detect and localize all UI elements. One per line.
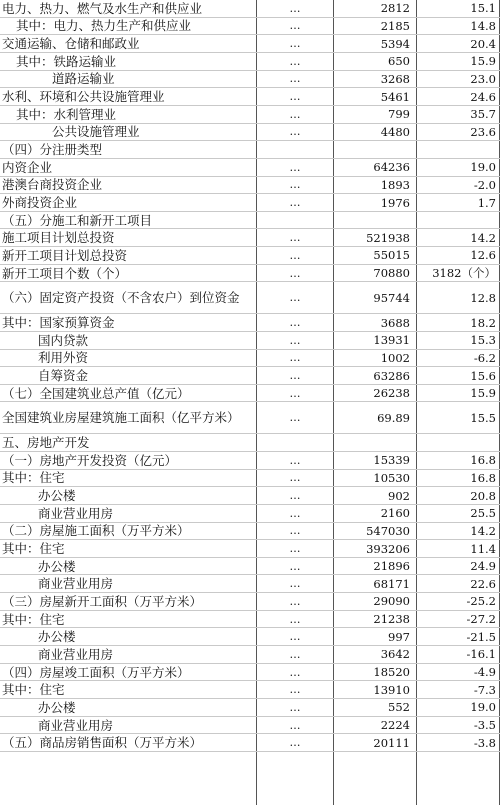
row-label-text: （五）商品房销售面积（万平方米） — [2, 735, 203, 751]
row-label — [2, 18, 254, 35]
row-label — [2, 664, 254, 681]
row-value: 2224 — [380, 718, 410, 733]
row-label — [2, 523, 254, 540]
row-label — [2, 212, 254, 229]
row-growth: 16.8 — [470, 453, 496, 468]
table-row — [0, 505, 500, 523]
row-unit: … — [289, 231, 301, 245]
row-unit: … — [289, 316, 301, 330]
table-row — [0, 35, 500, 53]
row-unit: … — [289, 736, 301, 750]
row-growth: 1.7 — [477, 195, 496, 210]
row-label — [2, 699, 254, 716]
table-row — [0, 403, 500, 435]
row-value — [334, 141, 416, 158]
row-label-text: 自筹资金 — [38, 368, 89, 383]
row-label — [2, 593, 254, 610]
row-label — [2, 558, 254, 575]
table-row — [0, 558, 500, 576]
row-label-text: 其中：水利管理业 — [16, 106, 117, 122]
table-row — [0, 540, 500, 558]
row-unit: … — [289, 196, 301, 209]
row-label-text: 内资企业 — [2, 159, 53, 175]
row-label — [2, 71, 254, 88]
table-row — [0, 282, 500, 314]
row-unit: … — [289, 577, 301, 591]
row-label — [2, 332, 254, 349]
row-label — [2, 247, 254, 264]
row-unit: … — [289, 333, 301, 347]
row-label — [2, 385, 254, 402]
row-unit — [257, 212, 333, 229]
row-label — [2, 0, 254, 17]
row-label — [2, 35, 254, 52]
row-label — [2, 470, 254, 487]
row-label — [2, 53, 254, 70]
row-label-text: 办公楼 — [38, 488, 76, 504]
row-value: 95744 — [373, 290, 410, 305]
row-unit: … — [289, 453, 301, 467]
row-label-text: 外商投资企业 — [2, 195, 78, 210]
row-growth — [417, 434, 499, 451]
table-row — [0, 593, 500, 611]
table-row — [0, 646, 500, 664]
row-value: 68171 — [373, 576, 410, 591]
row-value: 997 — [388, 629, 410, 644]
row-growth: 12.8 — [470, 290, 496, 305]
row-label-text: 商业营业用房 — [38, 576, 114, 592]
table-row — [0, 576, 500, 594]
row-label-text: （四）分注册类型 — [2, 142, 103, 158]
row-value: 29090 — [373, 594, 410, 609]
row-label — [2, 106, 254, 123]
row-growth: 16.8 — [470, 470, 496, 485]
row-growth: 3182（个） — [432, 266, 496, 281]
row-unit: … — [289, 506, 301, 520]
row-growth: 15.3 — [470, 333, 496, 348]
row-growth: -25.2 — [466, 594, 496, 609]
row-unit — [257, 141, 333, 158]
row-unit: … — [289, 647, 301, 661]
table-row — [0, 470, 500, 488]
row-unit: … — [289, 19, 301, 33]
row-unit: … — [289, 559, 301, 573]
table-row — [0, 664, 500, 682]
row-unit: … — [289, 411, 301, 425]
row-label — [2, 177, 254, 194]
row-unit: … — [289, 718, 301, 732]
row-label-text: 商业营业用房 — [38, 646, 114, 662]
row-label-text: 施工项目计划总投资 — [2, 230, 115, 246]
table-row — [0, 487, 500, 505]
row-unit: … — [289, 37, 301, 51]
row-value: 10530 — [373, 470, 410, 485]
table-row — [0, 18, 500, 36]
row-label-text: 其中：铁路运输业 — [16, 53, 117, 69]
row-value — [334, 434, 416, 451]
row-growth: 23.6 — [470, 124, 496, 139]
row-value: 70880 — [373, 266, 410, 281]
row-growth: 12.6 — [470, 248, 496, 263]
row-label-text: （五）分施工和新开工项目 — [2, 212, 153, 228]
row-unit: … — [289, 369, 301, 382]
table-row — [0, 332, 500, 350]
row-label — [2, 141, 254, 158]
row-label-text: （一）房地产开发投资（亿元） — [2, 452, 178, 468]
table-row — [0, 229, 500, 247]
row-value: 1893 — [380, 177, 410, 192]
row-unit: … — [289, 351, 301, 365]
row-growth: 19.0 — [470, 160, 496, 175]
table-row — [0, 523, 500, 541]
table-row — [0, 194, 500, 212]
row-unit: … — [289, 386, 301, 400]
row-label-text: （三）房屋新开工面积（万平方米） — [2, 593, 203, 609]
table-row — [0, 177, 500, 195]
row-growth: -7.3 — [473, 682, 496, 697]
table-row — [0, 611, 500, 629]
row-growth: 15.6 — [470, 368, 496, 383]
table-row — [0, 88, 500, 106]
row-unit: … — [289, 683, 301, 697]
row-value: 20111 — [373, 735, 410, 750]
row-unit — [257, 434, 333, 451]
row-label — [2, 229, 254, 246]
row-value: 4480 — [380, 124, 410, 139]
row-label — [2, 282, 254, 313]
row-label — [2, 717, 254, 734]
row-growth: 19.0 — [470, 700, 496, 715]
row-label-text: 新开工项目计划总投资 — [2, 247, 128, 263]
row-growth: -16.1 — [466, 647, 496, 662]
row-value: 69.89 — [377, 410, 410, 425]
row-unit: … — [289, 612, 301, 626]
row-value: 547030 — [366, 523, 410, 538]
row-label-text: （六）固定资产投资（不含农户）到位资金 — [2, 290, 240, 306]
row-value: 63286 — [373, 368, 410, 383]
row-label-text: 港澳台商投资企业 — [2, 177, 103, 193]
table-row — [0, 0, 500, 18]
row-value: 13910 — [373, 682, 410, 697]
row-label — [2, 452, 254, 469]
row-value: 5461 — [380, 89, 410, 104]
row-label-text: 电力、热力、燃气及水生产和供应业 — [2, 0, 203, 16]
table-row — [0, 699, 500, 717]
row-value: 552 — [388, 700, 410, 715]
row-unit: … — [289, 72, 301, 86]
row-unit: … — [289, 160, 301, 174]
row-growth: -2.0 — [473, 177, 496, 192]
table-row — [0, 385, 500, 403]
table-row — [0, 350, 500, 368]
row-growth: 35.7 — [470, 107, 496, 122]
row-value: 64236 — [373, 160, 410, 175]
table-row — [0, 717, 500, 735]
row-value: 1002 — [380, 350, 410, 365]
row-growth: -3.5 — [473, 718, 496, 733]
row-value: 55015 — [373, 248, 410, 263]
row-label-text: （二）房屋施工面积（万平方米） — [2, 523, 190, 539]
table-row — [0, 106, 500, 124]
row-growth: -6.2 — [473, 350, 496, 365]
row-label-text: （四）房屋竣工面积（万平方米） — [2, 664, 190, 680]
row-unit: … — [289, 178, 301, 192]
row-value — [334, 212, 416, 229]
table-row — [0, 628, 500, 646]
row-growth: 20.8 — [470, 488, 496, 503]
row-unit: … — [289, 471, 301, 485]
row-label — [2, 505, 254, 522]
table-row — [0, 734, 500, 752]
row-label-text: 五、房地产开发 — [2, 435, 90, 451]
row-label-text: 商业营业用房 — [38, 717, 114, 733]
row-label — [2, 487, 254, 504]
row-label — [2, 734, 254, 751]
row-growth: 22.6 — [470, 576, 496, 591]
row-unit: … — [289, 700, 301, 714]
row-label — [2, 646, 254, 663]
row-unit: … — [289, 594, 301, 608]
row-label — [2, 265, 254, 282]
table-row — [0, 265, 500, 283]
row-label-text: 交通运输、仓储和邮政业 — [2, 36, 140, 52]
table-row — [0, 314, 500, 332]
row-growth: 24.9 — [470, 559, 496, 574]
table-row — [0, 212, 500, 230]
table-row — [0, 681, 500, 699]
row-label-text: 办公楼 — [38, 558, 76, 574]
row-growth: 15.1 — [470, 1, 496, 16]
row-label-text: 新开工项目个数（个） — [2, 265, 128, 281]
table-row — [0, 141, 500, 159]
table-row — [0, 247, 500, 265]
row-growth: 18.2 — [470, 315, 496, 330]
row-growth: 15.5 — [470, 410, 496, 425]
row-label — [2, 194, 254, 211]
row-label-text: 道路运输业 — [52, 71, 115, 87]
row-value: 2160 — [380, 506, 410, 521]
row-value: 650 — [388, 54, 410, 69]
row-label-text: 水利、环境和公共设施管理业 — [2, 89, 165, 105]
row-growth: -3.8 — [473, 735, 496, 750]
table-row — [0, 452, 500, 470]
row-growth: 15.9 — [470, 54, 496, 69]
row-label-text: 利用外资 — [38, 350, 89, 366]
row-value: 3268 — [380, 71, 410, 86]
row-label-text: 其中：国家预算资金 — [2, 315, 115, 331]
row-unit: … — [289, 266, 301, 280]
row-label-text: 其中：电力、热力生产和供应业 — [16, 18, 192, 34]
row-value: 13931 — [373, 333, 410, 348]
row-unit: … — [289, 248, 301, 262]
row-unit: … — [289, 489, 301, 503]
table-row — [0, 434, 500, 452]
row-unit: … — [289, 90, 301, 104]
row-unit: … — [289, 291, 301, 305]
row-value: 18520 — [373, 665, 410, 680]
row-value: 521938 — [366, 230, 410, 245]
row-value: 21896 — [373, 559, 410, 574]
row-label — [2, 576, 254, 593]
row-label-text: 其中：住宅 — [2, 541, 65, 556]
table-row — [0, 367, 500, 385]
row-label-text: 国内贷款 — [38, 332, 89, 348]
row-growth: 20.4 — [470, 36, 496, 51]
row-label — [2, 681, 254, 698]
row-label-text: 其中：住宅 — [2, 470, 65, 486]
row-growth — [417, 212, 499, 229]
row-label-text: 其中：住宅 — [2, 611, 65, 627]
row-label-text: 公共设施管理业 — [52, 124, 140, 140]
table-row — [0, 71, 500, 89]
row-value: 799 — [388, 107, 410, 122]
row-label — [2, 314, 254, 331]
row-label-text: 全国建筑业房屋建筑施工面积（亿平方米） — [2, 410, 240, 426]
row-unit: … — [289, 630, 301, 644]
row-value: 3642 — [380, 647, 410, 662]
row-unit: … — [289, 125, 301, 139]
row-value: 5394 — [380, 36, 410, 51]
table-row — [0, 124, 500, 142]
row-label — [2, 403, 254, 434]
row-growth: 25.5 — [470, 506, 496, 521]
row-label — [2, 540, 254, 557]
table-row — [0, 53, 500, 71]
row-value: 2185 — [380, 18, 410, 33]
row-unit: … — [289, 542, 301, 555]
row-value: 902 — [388, 488, 410, 503]
row-label — [2, 611, 254, 628]
row-growth: -21.5 — [466, 629, 496, 644]
row-growth: -4.9 — [473, 665, 496, 680]
row-unit: … — [289, 665, 301, 679]
row-label — [2, 159, 254, 176]
row-growth: 15.9 — [470, 386, 496, 401]
row-value: 3688 — [380, 315, 410, 330]
row-value: 393206 — [366, 541, 410, 556]
row-unit: … — [289, 1, 301, 15]
row-value: 26238 — [373, 386, 410, 401]
row-label-text: 办公楼 — [38, 699, 76, 715]
row-label-text: 商业营业用房 — [38, 505, 114, 521]
row-growth — [417, 141, 499, 158]
row-label — [2, 434, 254, 451]
row-value: 21238 — [373, 612, 410, 627]
table-row — [0, 159, 500, 177]
row-growth: 11.4 — [470, 541, 496, 556]
row-label — [2, 628, 254, 645]
row-growth: -27.2 — [466, 612, 496, 627]
row-label-text: 办公楼 — [38, 629, 76, 645]
row-growth: 14.2 — [470, 523, 496, 538]
row-growth: 24.6 — [470, 89, 496, 104]
row-label-text: （七）全国建筑业总产值（亿元） — [2, 385, 190, 401]
row-growth: 14.2 — [470, 230, 496, 245]
row-value: 15339 — [373, 453, 410, 468]
row-value: 1976 — [380, 195, 410, 210]
row-label — [2, 124, 254, 141]
row-unit: … — [289, 524, 301, 538]
row-unit: … — [289, 54, 301, 68]
row-label — [2, 350, 254, 367]
row-unit: … — [289, 107, 301, 121]
row-value: 2812 — [380, 1, 410, 16]
row-label — [2, 88, 254, 105]
row-label-text: 其中：住宅 — [2, 682, 65, 698]
row-label — [2, 367, 254, 384]
row-growth: 23.0 — [470, 71, 496, 86]
row-growth: 14.8 — [470, 18, 496, 33]
